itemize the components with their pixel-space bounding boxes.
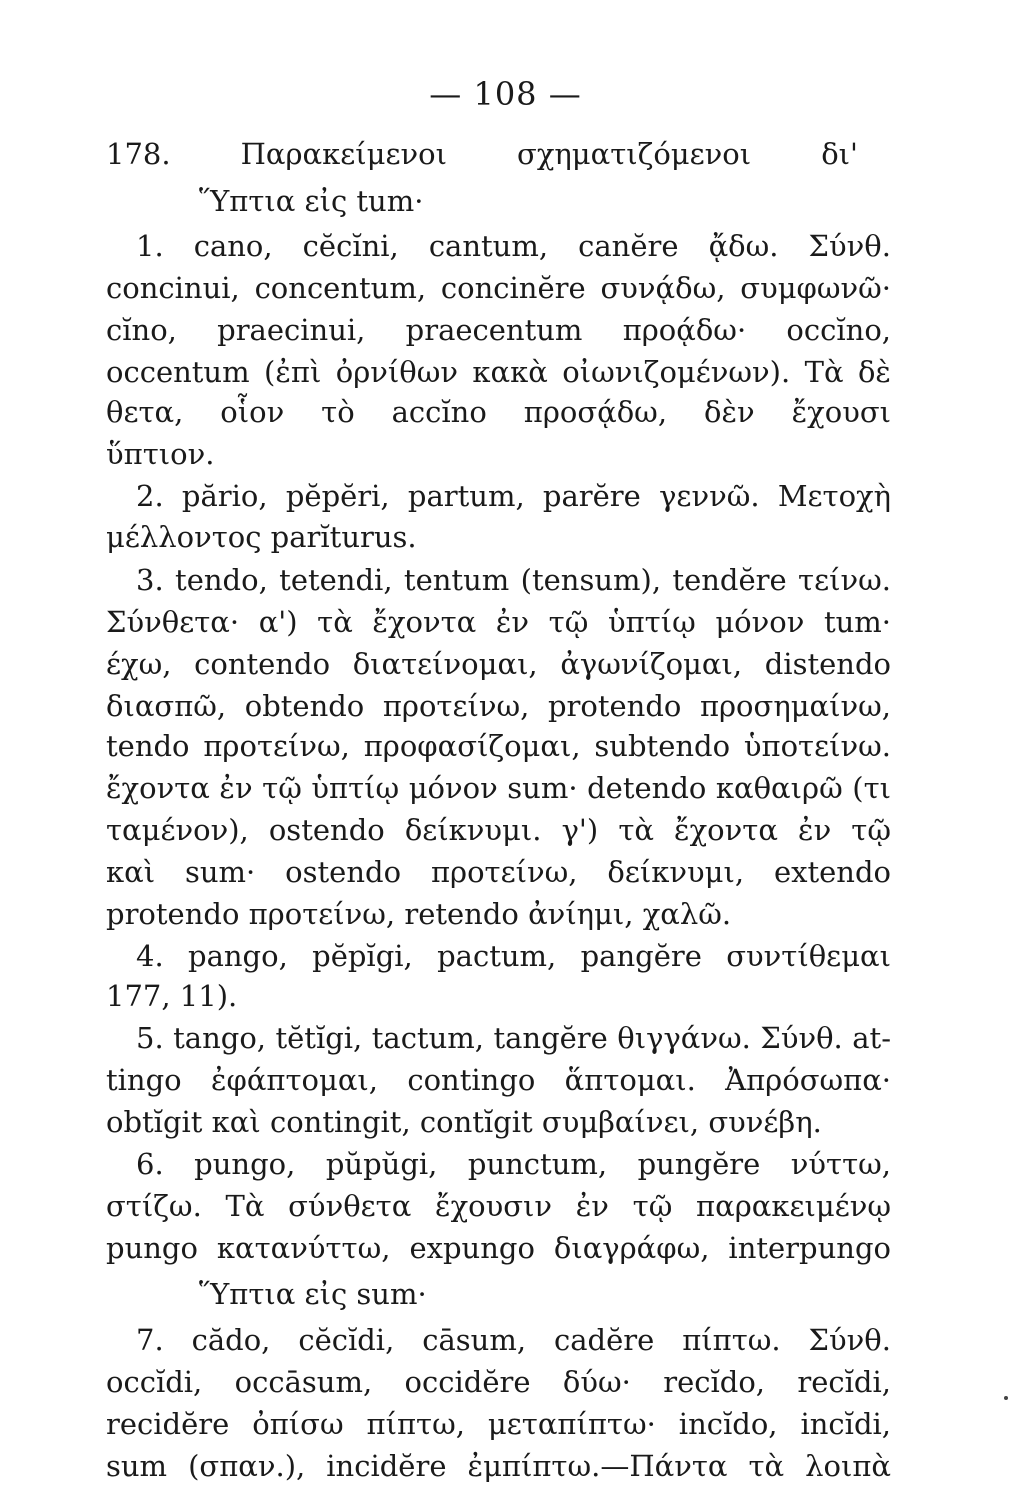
text-line: έχω, contendo διατείνομαι, ἀγωνίζομαι, distendo [106, 647, 891, 681]
subheading-supines-tum: Ὕπτια εἰς tum· [199, 184, 424, 218]
subheading-supines-sum: Ὕπτια εἰς sum· [199, 1277, 427, 1311]
text-line: tingo ἐφάπτομαι, contingo ἅπτομαι. Ἀπρόσωπα· [106, 1063, 891, 1097]
text-line: ταμένον), ostendo δείκνυμι. γ') τὰ ἔχοντα ἐν τῷ [106, 813, 891, 847]
text-line: recidĕre ὀπίσω πίπτω, μεταπίπτω· incĭdo, incĭdi, [106, 1407, 891, 1441]
text-line: 7. cădo, cĕcĭdi, cāsum, cadĕre πίπτω. Σύνθ. [136, 1323, 891, 1357]
section-heading-178: 178. Παρακείμενοι σχηματιζόμενοι δι' [106, 137, 858, 171]
text-line: 177, 11). [106, 979, 238, 1013]
text-line: καὶ sum· ostendo προτείνω, δείκνυμι, extendo [106, 855, 891, 889]
margin-speck [1004, 1396, 1008, 1400]
text-line: pungo κατανύττω, expungo διαγράφω, interpungo [106, 1231, 891, 1265]
text-line: 2. părio, pĕpĕri, partum, parĕre γεννῶ. Μετοχὴ [136, 479, 891, 513]
text-line: μέλλοντος parĭturus. [106, 520, 417, 554]
text-line: ὕπτιον. [106, 437, 215, 471]
text-line: obtĭgit καὶ contingit, contĭgit συμβαίνει, συνέβη. [106, 1105, 822, 1139]
text-line: Σύνθετα· α') τὰ ἔχοντα ἐν τῷ ὑπτίῳ μόνον tum· [106, 605, 891, 639]
text-line: θετα, οἷον τὸ accĭno προσᾴδω, δὲν ἔχουσι [106, 395, 891, 429]
text-line: 4. pango, pĕpĭgi, pactum, pangĕre συντίθεμαι [136, 939, 891, 973]
text-line: 6. pungo, pŭpŭgi, punctum, pungĕre νύττω, [136, 1147, 891, 1181]
text-line: διασπῶ, obtendo προτείνω, protendo προσημαίνω, [106, 689, 891, 723]
text-line: tendo προτείνω, προφασίζομαι, subtendo ὑποτείνω. [106, 729, 891, 763]
text-line: concinui, concentum, concinĕre συνᾴδω, συμφωνῶ· [106, 271, 891, 305]
text-line: protendo προτείνω, retendo ἀνίημι, χαλῶ. [106, 897, 732, 931]
text-line: cĭno, praecinui, praecentum προᾴδω· occĭno, [106, 313, 891, 347]
text-line: occĭdi, occāsum, occidĕre δύω· recĭdo, recĭdi, [106, 1365, 891, 1399]
text-line: στίζω. Τὰ σύνθετα ἔχουσιν ἐν τῷ παρακειμένῳ [106, 1189, 891, 1223]
text-line: sum (σπαν.), incidĕre ἐμπίπτω.—Πάντα τὰ λοιπὰ [106, 1449, 891, 1483]
text-line: ἔχοντα ἐν τῷ ὑπτίῳ μόνον sum· detendo καθαιρῶ (τι [106, 771, 891, 805]
page-number-header: — 108 — [429, 75, 582, 113]
text-line: occentum (ἐπὶ ὀρνίθων κακὰ οἰωνιζομένων). Τὰ δὲ [106, 355, 891, 389]
text-line: 1. cano, cĕcĭni, cantum, canĕre ᾄδω. Σύνθ. [136, 229, 891, 263]
text-line: 3. tendo, tetendi, tentum (tensum), tendĕre τείνω. [136, 563, 891, 597]
text-line: 5. tango, tĕtĭgi, tactum, tangĕre θιγγάνω. Σύνθ. at- [136, 1021, 891, 1055]
